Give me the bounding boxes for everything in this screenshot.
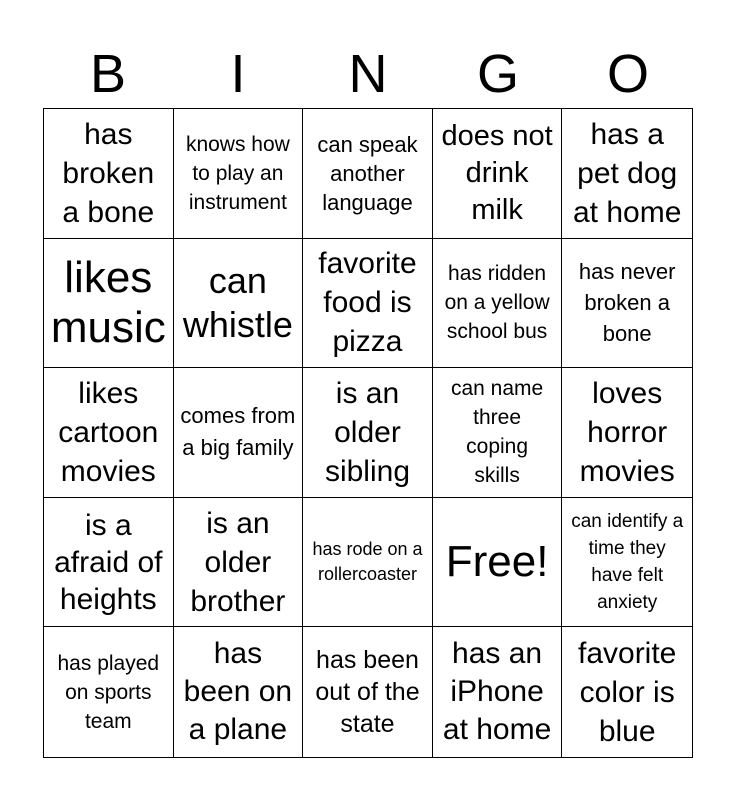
bingo-cell[interactable]: [562, 109, 692, 239]
header-letter-b: B: [89, 44, 127, 104]
bingo-cell-text: loves horror movies: [579, 376, 675, 488]
bingo-cell[interactable]: [174, 239, 304, 369]
header-letter-o: O: [606, 44, 649, 104]
bingo-cell-text: favorite color is blue: [577, 636, 677, 748]
bingo-cell[interactable]: [174, 109, 304, 239]
bingo-cell-text: has a pet dog at home: [572, 117, 682, 229]
bingo-cell-text: favorite food is pizza: [318, 247, 417, 359]
bingo-cell-text: comes from a big family: [180, 403, 296, 461]
bingo-cell-text: has an iPhone at home: [442, 637, 552, 747]
bingo-cell-text: can identify a time they have felt anxiety: [571, 511, 684, 614]
bingo-cell-text: likes cartoon movies: [58, 376, 159, 488]
free-space-text: Free!: [445, 537, 549, 587]
bingo-cell[interactable]: [44, 368, 174, 498]
bingo-cell-text: can whistle: [182, 259, 293, 345]
bingo-cell-text: has been out of the state: [315, 646, 420, 739]
bingo-cell-text: has rode on a rollercoaster: [312, 539, 423, 585]
header-letter-n: N: [348, 44, 388, 104]
bingo-cell[interactable]: [174, 498, 304, 628]
bingo-cell-text: can speak another language: [317, 131, 418, 215]
bingo-cell[interactable]: [433, 109, 563, 239]
bingo-cell[interactable]: [433, 627, 563, 757]
free-space[interactable]: [433, 498, 563, 628]
bingo-cell[interactable]: [433, 239, 563, 369]
bingo-cell[interactable]: [44, 109, 174, 239]
bingo-cell-text: is an older sibling: [324, 376, 411, 488]
bingo-grid: [43, 108, 693, 758]
bingo-cell[interactable]: [562, 627, 692, 757]
bingo-cell-text: is a afraid of heights: [54, 508, 163, 616]
bingo-cell[interactable]: [303, 239, 433, 369]
bingo-cell-text: can name three coping skills: [450, 377, 544, 488]
bingo-cell[interactable]: [562, 368, 692, 498]
bingo-cell-text: knows how to play an instrument: [185, 132, 290, 214]
bingo-cell[interactable]: [174, 368, 304, 498]
bingo-cell[interactable]: [433, 368, 563, 498]
bingo-cell-text: has been on a plane: [183, 637, 293, 747]
bingo-cell[interactable]: [44, 239, 174, 369]
bingo-cell[interactable]: [303, 109, 433, 239]
bingo-cell-text: does not drink milk: [441, 119, 553, 226]
bingo-cell[interactable]: [303, 498, 433, 628]
bingo-cell-text: has never broken a bone: [578, 259, 676, 347]
header-letter-g: G: [476, 44, 519, 104]
bingo-cell[interactable]: [44, 627, 174, 757]
header-letter-i: I: [230, 44, 246, 104]
bingo-cell[interactable]: [562, 498, 692, 628]
bingo-cell-text: has ridden on a yellow school bus: [444, 262, 550, 344]
bingo-cell[interactable]: [44, 498, 174, 628]
bingo-cell[interactable]: [174, 627, 304, 757]
bingo-cell[interactable]: [562, 239, 692, 369]
bingo-cell[interactable]: [303, 368, 433, 498]
bingo-cell[interactable]: [303, 627, 433, 757]
bingo-cell-text: has broken a bone: [62, 117, 155, 229]
bingo-header: [43, 40, 693, 108]
bingo-cell-text: has played on sports team: [57, 651, 160, 733]
bingo-cell-text: is an older brother: [190, 506, 286, 618]
bingo-cell-text: likes music: [50, 252, 166, 352]
